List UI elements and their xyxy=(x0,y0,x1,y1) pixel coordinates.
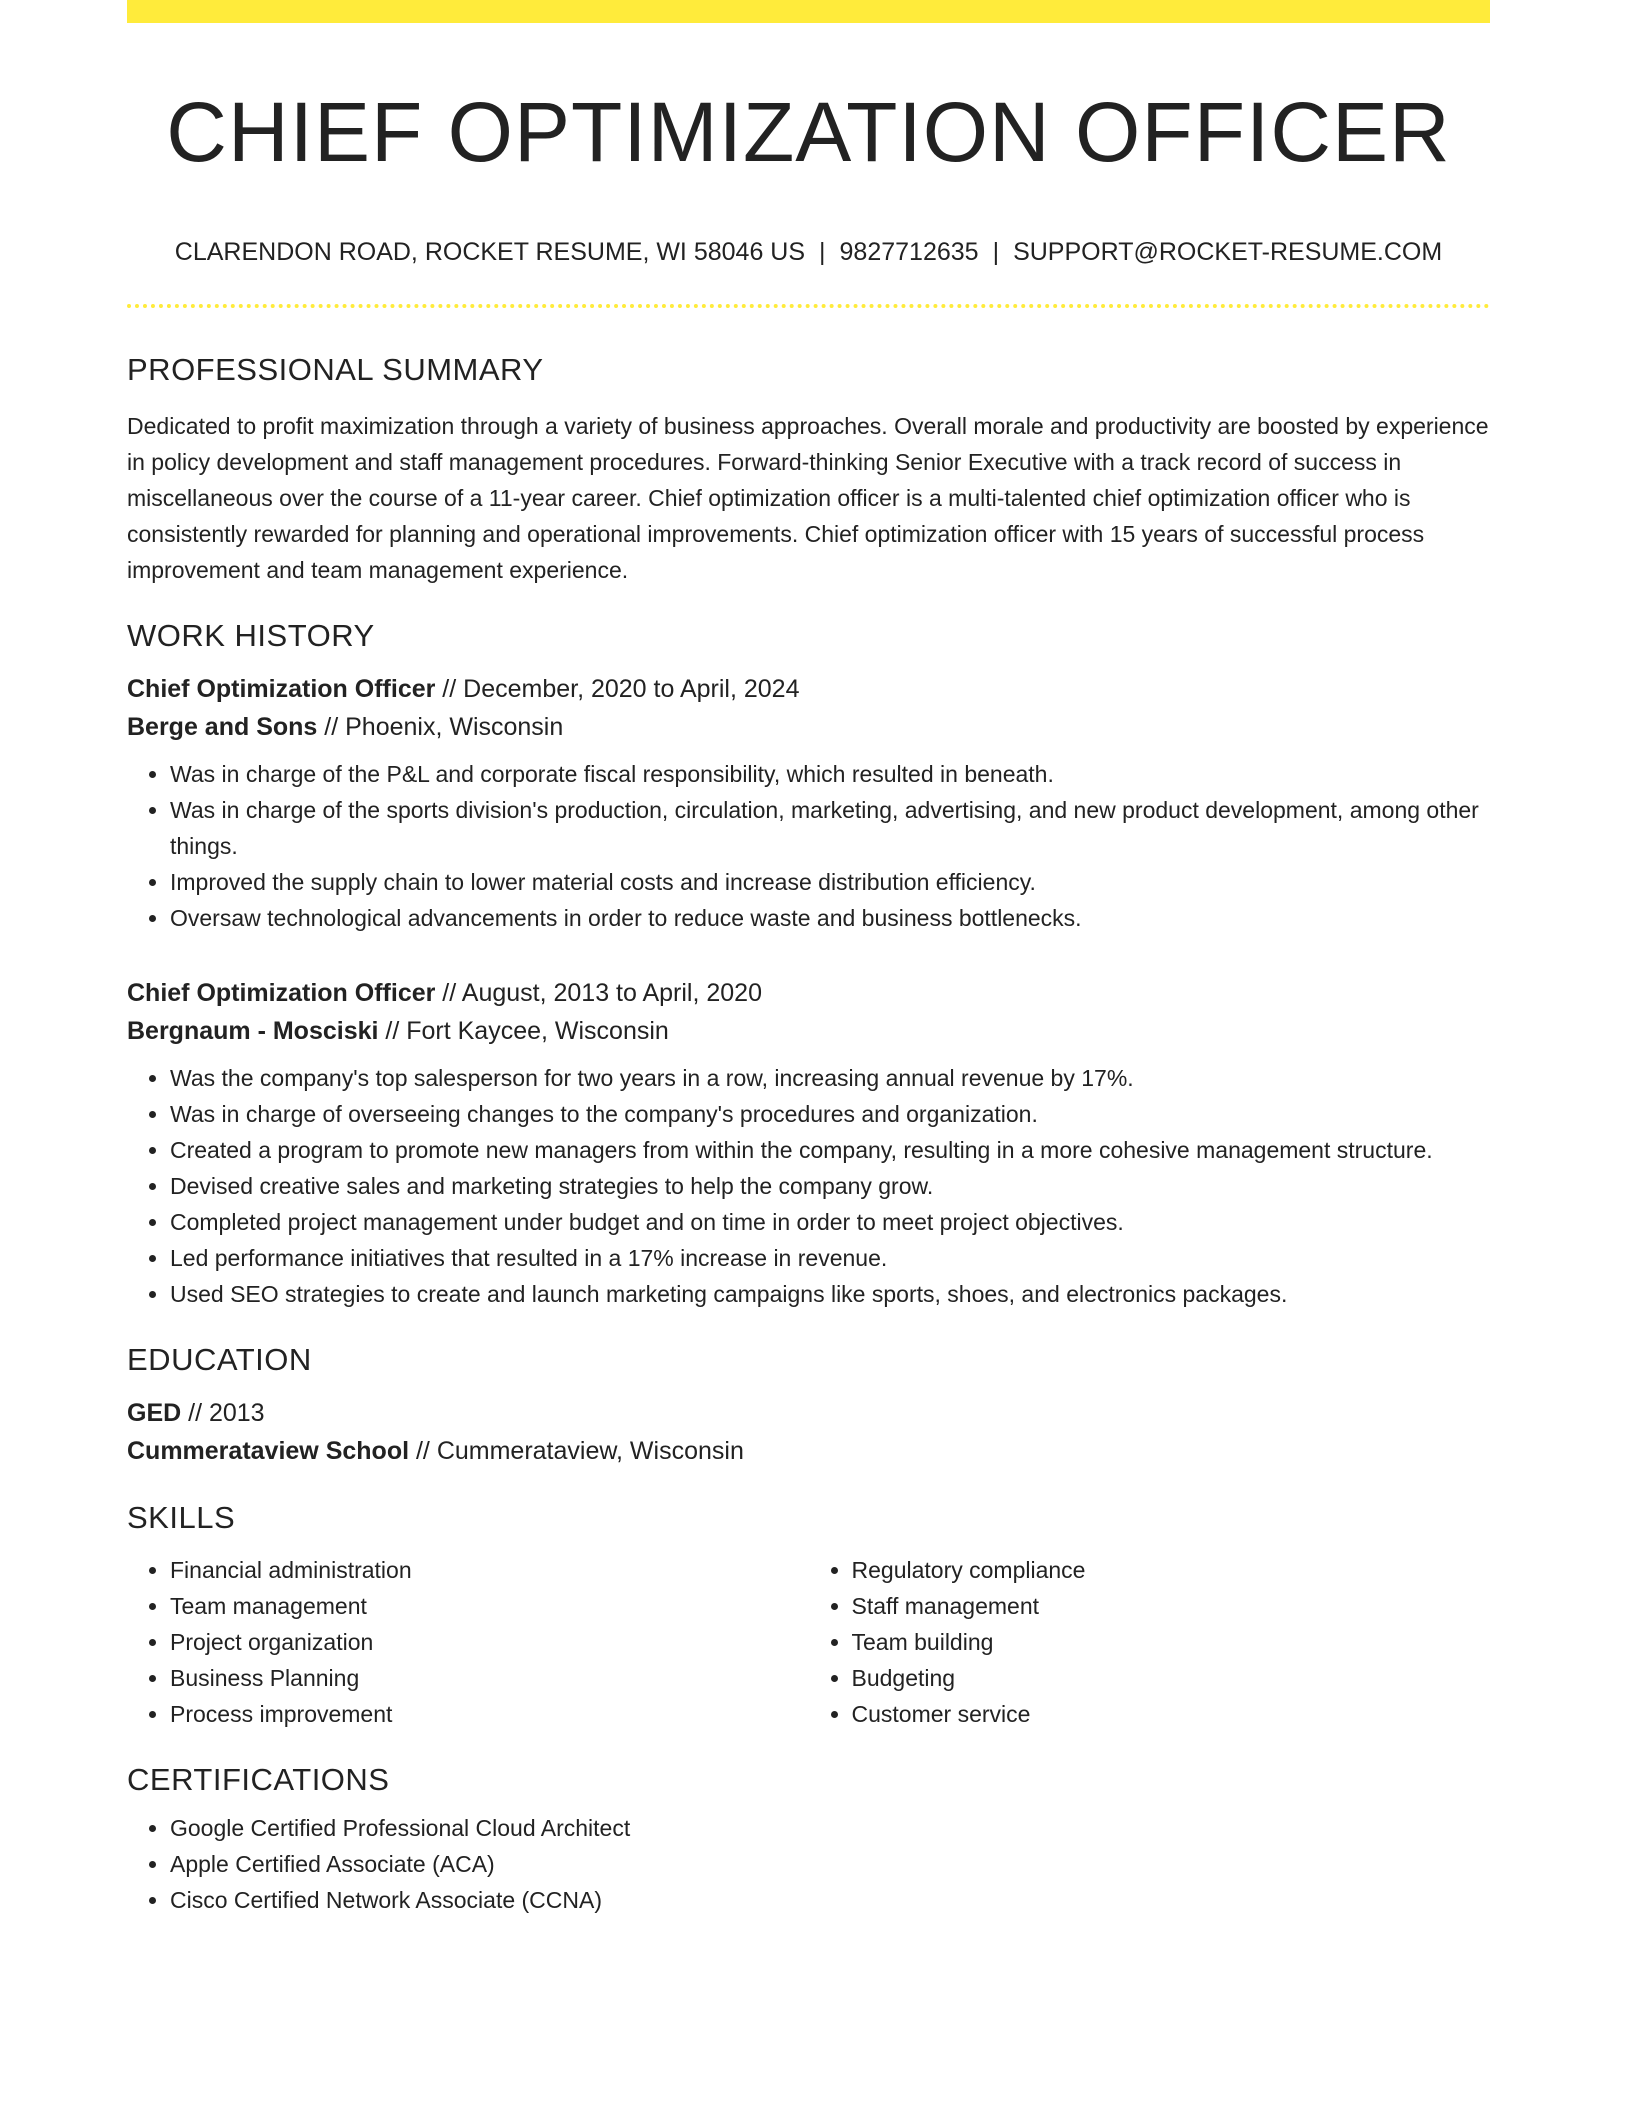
contact-separator: | xyxy=(819,238,826,266)
job-title: Chief Optimization Officer xyxy=(127,979,436,1007)
skills-columns xyxy=(127,1552,1490,1732)
certifications-heading: CERTIFICATIONS xyxy=(127,1762,390,1797)
job-bullet: • Was the company's top salesperson for two years in a row, increasing annual revenue by 17%. xyxy=(170,1060,1490,1096)
skill-item: • Business Planning xyxy=(170,1660,809,1696)
job-bullet: • Was in charge of overseeing changes to the company's procedures and organization. xyxy=(170,1096,1490,1132)
job-bullet: • Led performance initiatives that resulted in a 17% increase in revenue. xyxy=(170,1240,1490,1276)
skill-item: • Staff management xyxy=(852,1588,1491,1624)
skill-item: • Budgeting xyxy=(852,1660,1491,1696)
job-bullet: • Devised creative sales and marketing strategies to help the company grow. xyxy=(170,1168,1490,1204)
education-degree: GED xyxy=(127,1399,182,1427)
skills-left-list xyxy=(127,1552,809,1732)
certification-item: • Apple Certified Associate (ACA) xyxy=(170,1846,1490,1882)
job-location: // Phoenix, Wisconsin xyxy=(317,713,564,741)
job-bullet: • Created a program to promote new managers from within the company, resulting in a more cohesive management structure. xyxy=(170,1132,1490,1168)
contact-phone: 9827712635 xyxy=(839,238,979,266)
job-company: Bergnaum - Mosciski xyxy=(127,1017,379,1045)
summary-heading: PROFESSIONAL SUMMARY xyxy=(127,352,544,387)
contact-line xyxy=(127,236,1490,268)
job-bullet: • Used SEO strategies to create and launch marketing campaigns like sports, shoes, and electronics packages. xyxy=(170,1276,1490,1312)
resume-name: CHIEF OPTIMIZATION OFFICER xyxy=(166,85,1451,179)
job-location: // Fort Kaycee, Wisconsin xyxy=(378,1017,669,1045)
job-title-line xyxy=(127,670,1490,708)
job-title: Chief Optimization Officer xyxy=(127,675,436,703)
job-company-line xyxy=(127,708,1490,746)
job-dates: // August, 2013 to April, 2020 xyxy=(435,979,762,1007)
accent-bar xyxy=(127,0,1490,23)
skill-item: • Financial administration xyxy=(170,1552,809,1588)
contact-separator: | xyxy=(992,238,1000,266)
education-school: Cummerataview School xyxy=(127,1437,410,1465)
skill-item: • Process improvement xyxy=(170,1696,809,1732)
contact-email: SUPPORT@ROCKET-RESUME.COM xyxy=(1013,238,1443,266)
education-section xyxy=(127,1340,1490,1470)
job-title-line xyxy=(127,974,1490,1012)
job-entry xyxy=(127,974,1490,1312)
job-bullets xyxy=(127,1060,1490,1312)
work-history-heading: WORK HISTORY xyxy=(127,618,375,653)
job-list xyxy=(127,670,1490,1312)
resume-body xyxy=(127,350,1490,1918)
dotted-divider xyxy=(127,304,1490,308)
education-degree-line xyxy=(127,1394,1490,1432)
skills-right-list xyxy=(809,1552,1491,1732)
skill-item: • Regulatory compliance xyxy=(852,1552,1491,1588)
job-bullet: • Was in charge of the sports division's production, circulation, marketing, advertising, and new product development, among other things. xyxy=(170,792,1490,864)
skill-item: • Customer service xyxy=(852,1696,1491,1732)
skills-section xyxy=(127,1498,1490,1732)
job-bullet: • Was in charge of the P&L and corporate fiscal responsibility, which resulted in beneath. xyxy=(170,756,1490,792)
skills-heading: SKILLS xyxy=(127,1500,236,1535)
skill-item: • Team building xyxy=(852,1624,1491,1660)
job-company: Berge and Sons xyxy=(127,713,318,741)
job-company-line xyxy=(127,1012,1490,1050)
job-bullet: • Completed project management under budget and on time in order to meet project objectives. xyxy=(170,1204,1490,1240)
education-heading: EDUCATION xyxy=(127,1342,312,1377)
skill-item: • Project organization xyxy=(170,1624,809,1660)
certifications-list xyxy=(127,1810,1490,1918)
summary-section xyxy=(127,350,1490,588)
job-bullets xyxy=(127,756,1490,936)
job-bullet: • Oversaw technological advancements in order to reduce waste and business bottlenecks. xyxy=(170,900,1490,936)
education-school-line xyxy=(127,1432,1490,1470)
contact-address: CLARENDON ROAD, ROCKET RESUME, WI 58046 US xyxy=(174,238,806,266)
work-history-section xyxy=(127,616,1490,1312)
job-entry xyxy=(127,670,1490,936)
certifications-section xyxy=(127,1760,1490,1918)
certification-item: • Cisco Certified Network Associate (CCNA) xyxy=(170,1882,1490,1918)
education-location: // Cummerataview, Wisconsin xyxy=(409,1437,744,1465)
summary-text: Dedicated to profit maximization through a variety of business approaches. Overall morale and productivity are boosted by experience in policy development and staff management procedures. Forward-thinking Senior Executive with a track record of success in miscellaneous over the course of a 11-year career. Chief optimization officer is a multi-talented chief optimization officer who is consistently rewarded for planning and operational improvements. Chief optimization officer with 15 years of successful process improvement and team management experience. xyxy=(127,413,1489,583)
education-year: // 2013 xyxy=(181,1399,265,1427)
job-dates: // December, 2020 to April, 2024 xyxy=(435,675,800,703)
skill-item: • Team management xyxy=(170,1588,809,1624)
certification-item: • Google Certified Professional Cloud Architect xyxy=(170,1810,1490,1846)
education-entry xyxy=(127,1394,1490,1470)
job-bullet: • Improved the supply chain to lower material costs and increase distribution efficiency. xyxy=(170,864,1490,900)
